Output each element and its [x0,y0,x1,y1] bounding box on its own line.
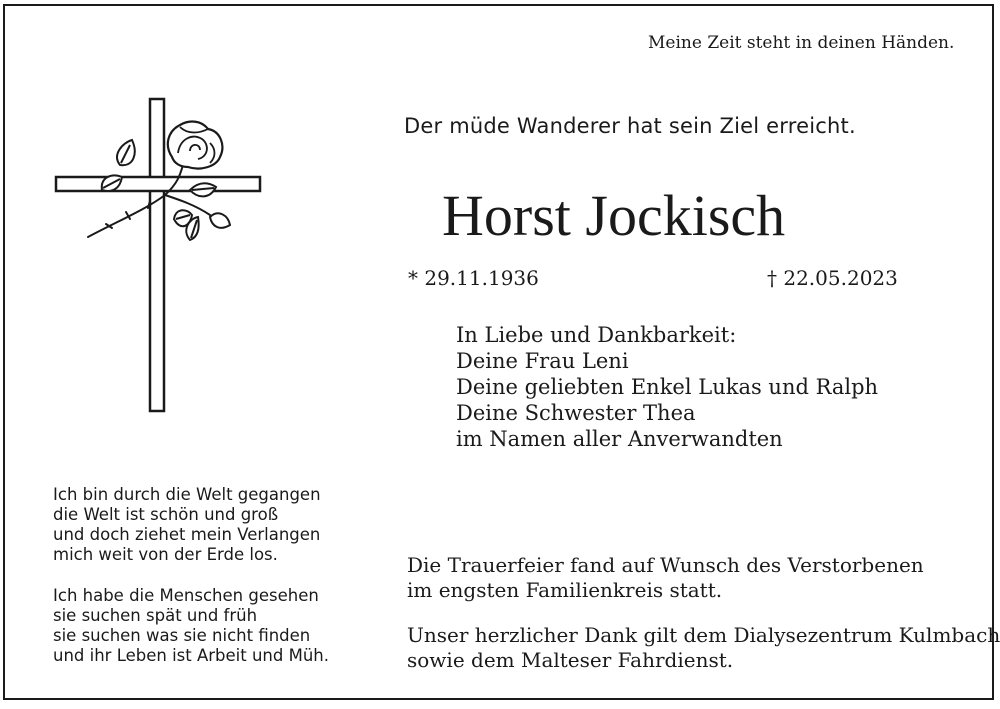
motto-text: Meine Zeit steht in deinen Händen. [648,33,955,53]
quote-text: Der müde Wanderer hat sein Ziel erreicht. [404,114,856,138]
notice-line: Die Trauerfeier fand auf Wunsch des Verstorbenen [407,553,924,577]
poem-line: die Welt ist schön und groß [53,505,279,524]
mourners-line: Deine geliebten Enkel Lukas und Ralph [456,375,879,399]
mourners-line: im Namen aller Anverwandten [456,427,783,451]
poem-line: Ich bin durch die Welt gegangen [53,485,321,504]
poem-line: Ich habe die Menschen gesehen [53,586,319,605]
death-date: † 22.05.2023 [767,266,898,290]
deceased-name: Horst Jockisch [442,183,786,248]
mourners-line: In Liebe und Dankbarkeit: [456,323,737,347]
thanks-notice [407,623,1000,673]
funeral-notice [407,553,924,603]
notice-line: im engsten Familienkreis statt. [407,578,723,602]
poem-stanza-1 [53,485,321,565]
mourners-line: Deine Schwester Thea [456,401,696,425]
poem-stanza-2 [53,586,329,666]
poem-line: mich weit von der Erde los. [53,545,278,564]
cross-with-rose-icon [50,95,266,415]
birth-date: * 29.11.1936 [408,266,539,290]
mourners-line: Deine Frau Leni [456,349,629,373]
notice-line: Unser herzlicher Dank gilt dem Dialysezentrum Kulmbach [407,623,1000,647]
mourners-block [456,322,878,452]
poem-line: und doch ziehet mein Verlangen [53,525,321,544]
poem-line: sie suchen was sie nicht finden [53,626,311,645]
poem-line: und ihr Leben ist Arbeit und Müh. [53,646,330,665]
notice-line: sowie dem Malteser Fahrdienst. [407,648,734,672]
poem-line: sie suchen spät und früh [53,606,258,625]
